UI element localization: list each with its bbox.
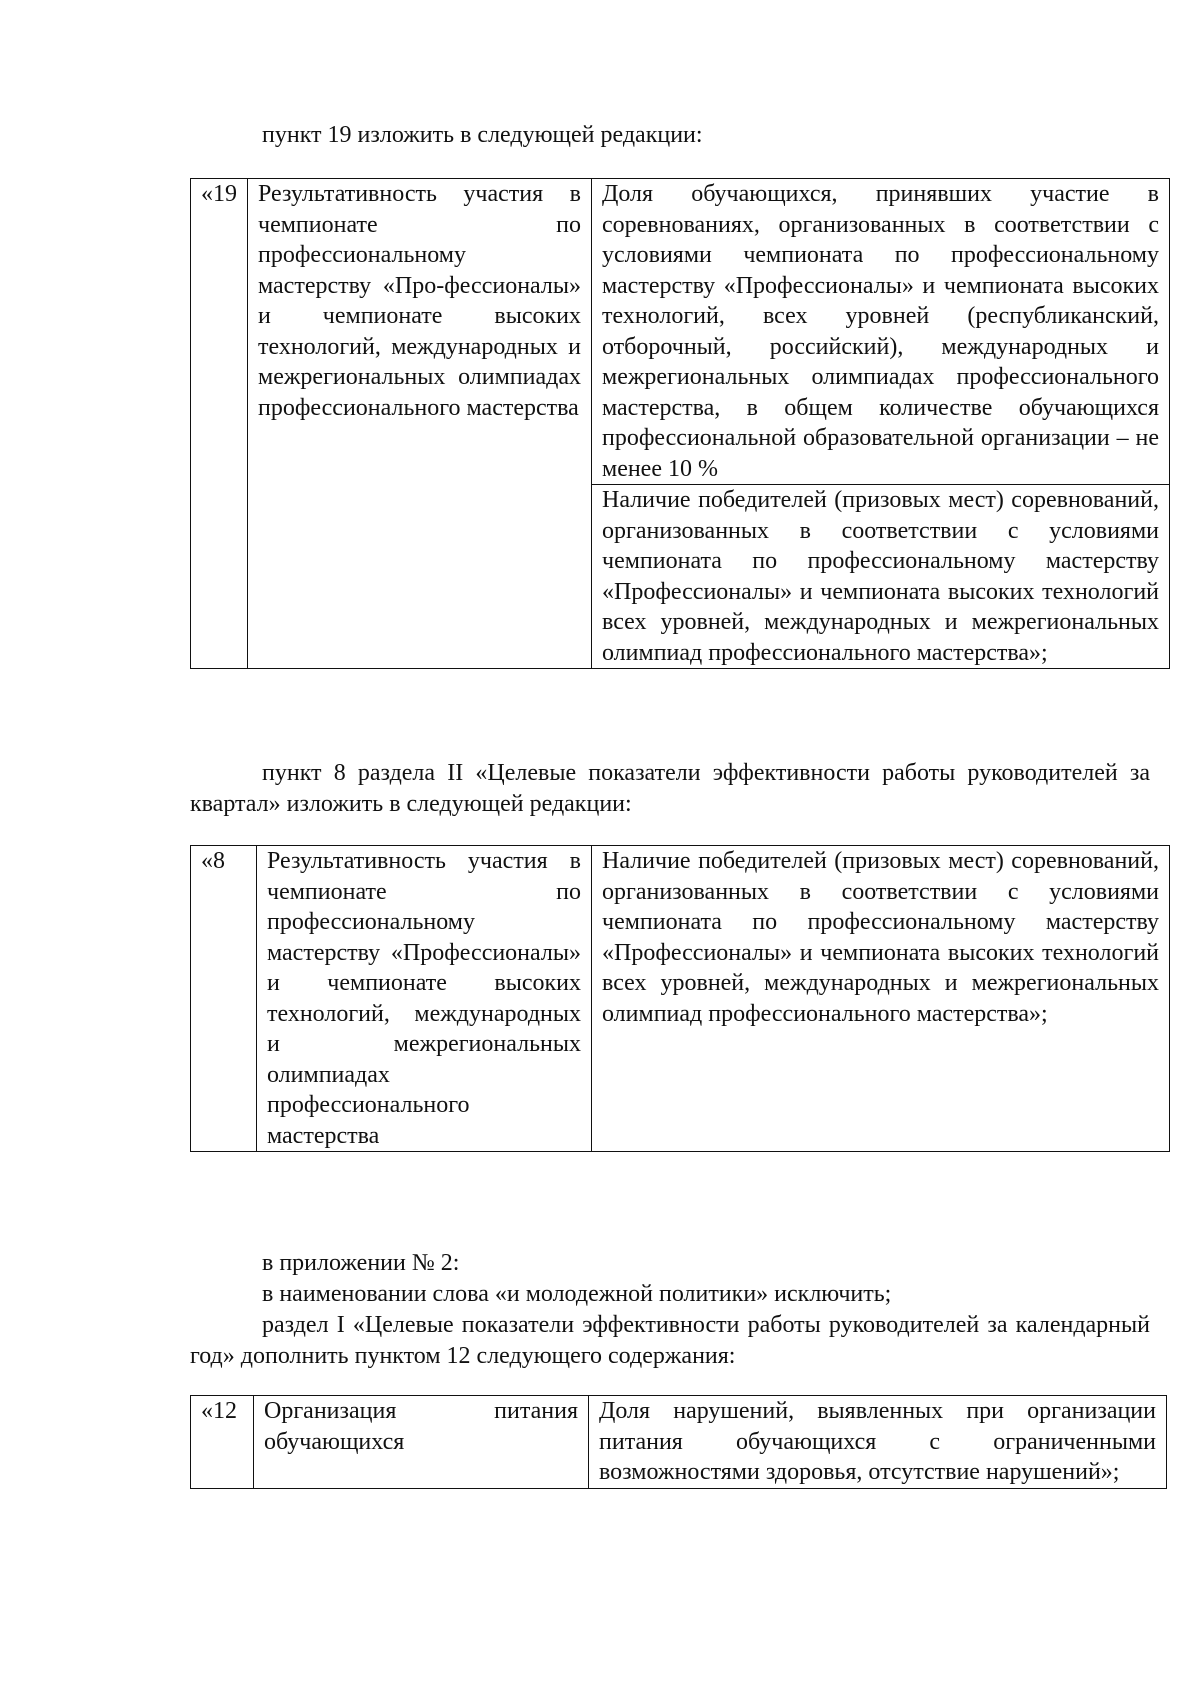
criteria-cell: Доля обучающихся, принявших участие в соревнованиях, организованных в соответствии с условиями чемпионата по профессиональному мастерству «Профессионалы» и чемпионата высоких технологий, всех уровней (республиканский, отборочный, российский), международных и межрегиональных олимпиадах профессионального мастерства, в общем количестве обучающихся профессиональной образовательной организации – не менее 10 % [592, 179, 1170, 485]
table-row [191, 846, 1170, 1152]
table-row [191, 1396, 1167, 1489]
indicator-cell: Результативность участия в чемпионате по профессиональному мастерству «Про-фессионалы» и чемпионате высоких технологий, международных и межрегиональных олимпиадах профессионального мастерства [248, 179, 592, 669]
appendix-line: в приложении № 2: [262, 1250, 460, 1276]
table-item-12 [190, 1395, 1167, 1489]
table-item-19 [190, 178, 1170, 669]
naming-line: в наименовании слова «и молодежной политики» исключить; [262, 1281, 892, 1307]
indicator-cell: Результативность участия в чемпионате по профессиональному мастерству «Профессионалы» и чемпионате высоких технологий, международных и межрегиональных олимпиадах профессионального мастерства [257, 846, 592, 1152]
intro-paragraph-8: пункт 8 раздела II «Целевые показатели эффективности работы руководителей за квартал» изложить в следующей редакции: [190, 760, 1150, 817]
section-paragraph: раздел I «Целевые показатели эффективности работы руководителей за календарный год» дополнить пунктом 12 следующего содержания: [190, 1312, 1150, 1369]
item-number: «12 [191, 1396, 254, 1489]
table-item-8 [190, 845, 1170, 1152]
criteria-cell: Наличие победителей (призовых мест) соревнований, организованных в соответствии с условиями чемпионата по профессиональному мастерству «Профессионалы» и чемпионата высоких технологий всех уровней, международных и межрегиональных олимпиад профессионального мастерства»; [592, 846, 1170, 1152]
item-number: «8 [191, 846, 257, 1152]
indicator-cell: Организация питания обучающихся [254, 1396, 589, 1489]
item-number: «19 [191, 179, 248, 669]
table-row [191, 179, 1170, 485]
criteria-cell: Наличие победителей (призовых мест) соревнований, организованных в соответствии с условиями чемпионата по профессиональному мастерству «Профессионалы» и чемпионата высоких технологий всех уровней, международных и межрегиональных олимпиад профессионального мастерства»; [592, 485, 1170, 669]
criteria-cell: Доля нарушений, выявленных при организации питания обучающихся с ограниченными возможностями здоровья, отсутствие нарушений»; [589, 1396, 1167, 1489]
intro-paragraph-19: пункт 19 изложить в следующей редакции: [262, 122, 703, 148]
